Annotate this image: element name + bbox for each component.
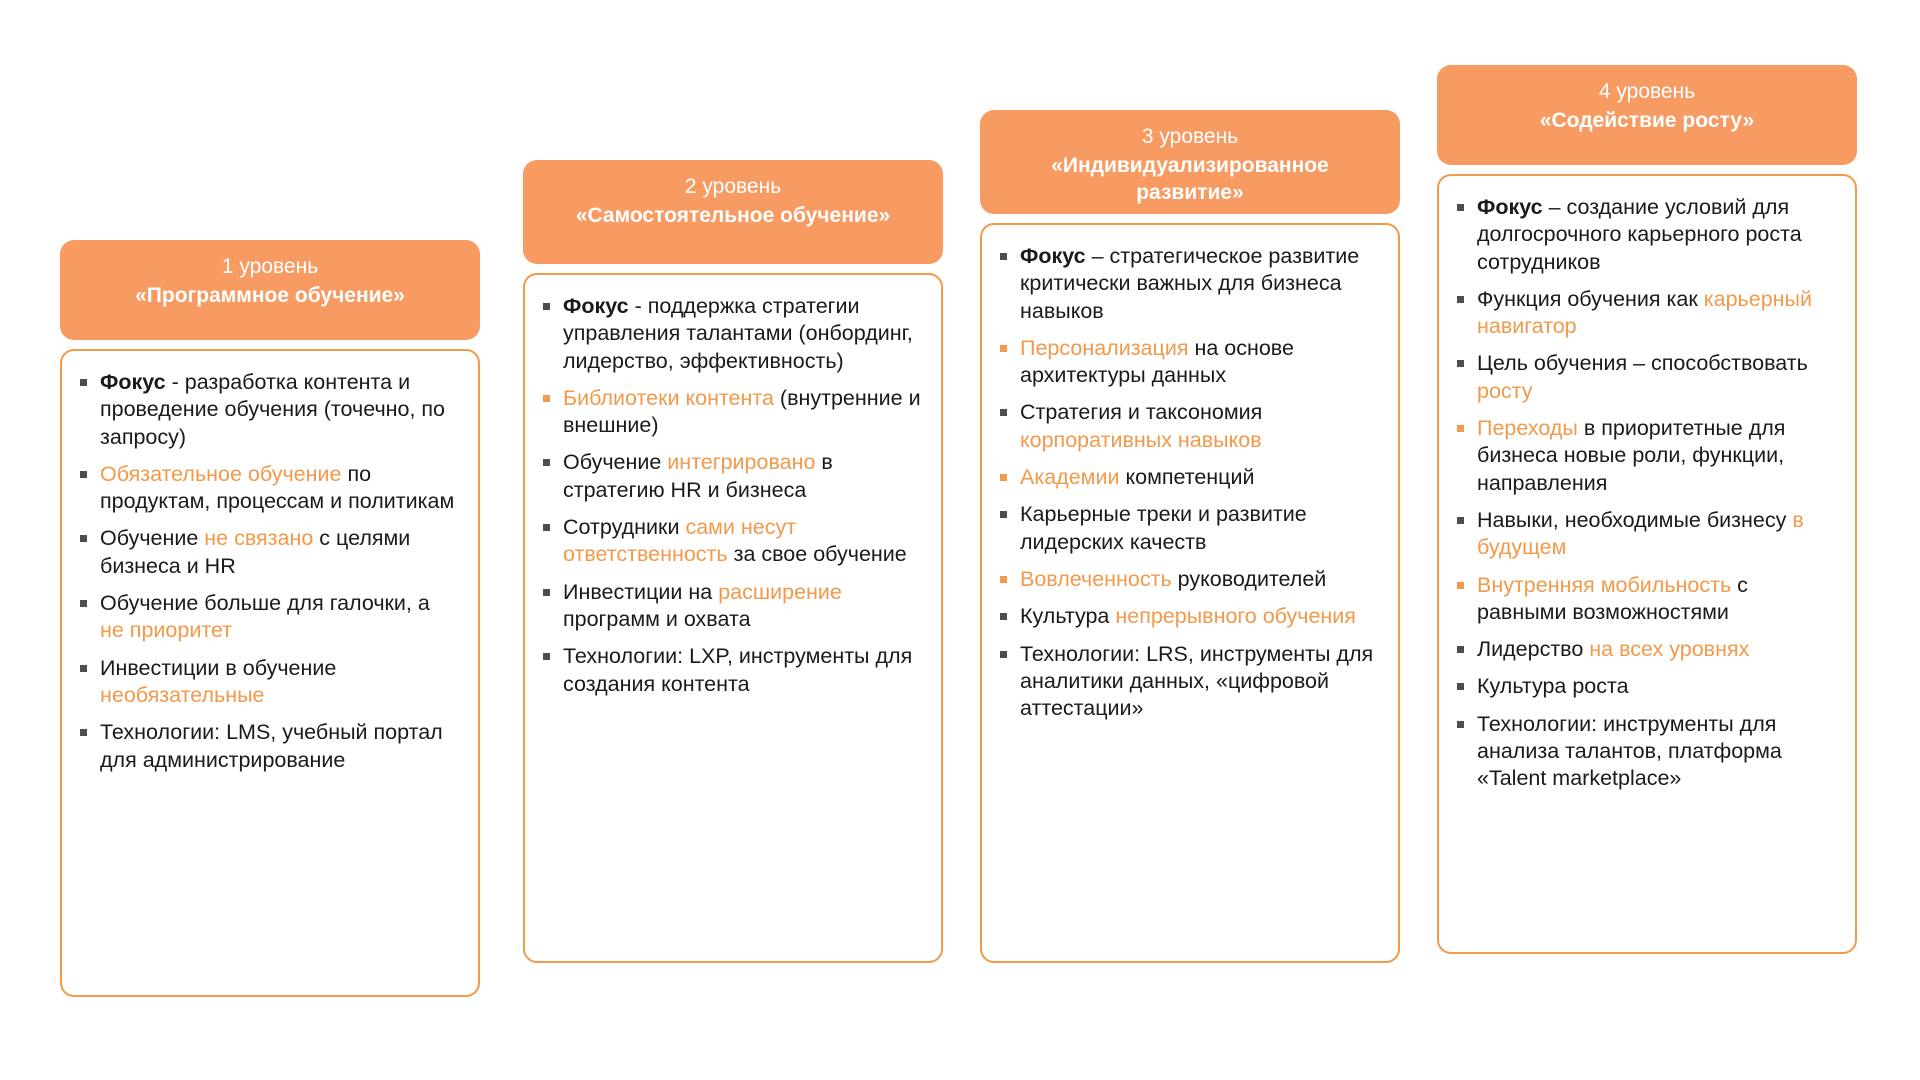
list-item: Технологии: LMS, учебный портал для администрирование — [78, 719, 458, 774]
maturity-column-4 — [1437, 65, 1857, 954]
list-item: Библиотеки контента (внутренние и внешние) — [541, 385, 921, 440]
level-bullet-list-4 — [1455, 194, 1835, 793]
list-item: Карьерные треки и развитие лидерских качеств — [998, 501, 1378, 556]
list-item: Инвестиции на расширение программ и охвата — [541, 579, 921, 634]
list-item: Цель обучения – способствовать росту — [1455, 350, 1835, 405]
list-item: Навыки, необходимые бизнесу в будущем — [1455, 507, 1835, 562]
level-number-2: 2 уровень — [684, 175, 782, 198]
list-item: Фокус – стратегическое развитие критически важных для бизнеса навыков — [998, 243, 1378, 325]
list-item: Обучение интегрировано в стратегию HR и бизнеса — [541, 449, 921, 504]
list-item: Фокус - поддержка стратегии управления талантами (онбординг, лидерство, эффективность) — [541, 293, 921, 375]
list-item: Академии компетенций — [998, 464, 1378, 491]
list-item: Фокус - разработка контента и проведение обучения (точечно, по запросу) — [78, 369, 458, 451]
list-item: Лидерство на всех уровнях — [1455, 636, 1835, 663]
level-card-2 — [523, 273, 943, 963]
level-bullet-list-3 — [998, 243, 1378, 722]
list-item: Обязательное обучение по продуктам, процессам и политикам — [78, 461, 458, 516]
level-bullet-list-2 — [541, 293, 921, 698]
list-item: Технологии: инструменты для анализа талантов, платформа «Talent marketplace» — [1455, 711, 1835, 793]
level-card-4 — [1437, 174, 1857, 954]
level-number-1: 1 уровень — [221, 255, 319, 278]
list-item: Фокус – создание условий для долгосрочного карьерного роста сотрудников — [1455, 194, 1835, 276]
level-header-3 — [980, 110, 1400, 214]
maturity-column-1 — [60, 240, 480, 997]
level-card-3 — [980, 223, 1400, 963]
level-header-1 — [60, 240, 480, 340]
list-item: Культура непрерывного обучения — [998, 603, 1378, 630]
level-name-2: «Самостоятельное обучение» — [575, 203, 891, 227]
list-item: Инвестиции в обучение необязательные — [78, 655, 458, 710]
level-number-4: 4 уровень — [1598, 80, 1696, 103]
level-header-2 — [523, 160, 943, 264]
list-item: Вовлеченность руководителей — [998, 566, 1378, 593]
level-name-4: «Содействие росту» — [1539, 108, 1755, 132]
level-name-1: «Программное обучение» — [135, 283, 405, 307]
level-number-3: 3 уровень — [1141, 125, 1239, 148]
level-bullet-list-1 — [78, 369, 458, 774]
maturity-column-2 — [523, 160, 943, 963]
level-header-4 — [1437, 65, 1857, 165]
list-item: Культура роста — [1455, 673, 1835, 700]
list-item: Персонализация на основе архитектуры данных — [998, 335, 1378, 390]
list-item: Обучение не связано с целями бизнеса и HR — [78, 525, 458, 580]
level-name-3: «Индивидуализированное развитие» — [1051, 153, 1329, 204]
list-item: Технологии: LRS, инструменты для аналитики данных, «цифровой аттестации» — [998, 641, 1378, 723]
list-item: Функция обучения как карьерный навигатор — [1455, 286, 1835, 341]
maturity-column-3 — [980, 110, 1400, 963]
level-card-1 — [60, 349, 480, 997]
list-item: Обучение больше для галочки, а не приоритет — [78, 590, 458, 645]
list-item: Сотрудники сами несут ответственность за свое обучение — [541, 514, 921, 569]
list-item: Стратегия и таксономия корпоративных навыков — [998, 399, 1378, 454]
list-item: Внутренняя мобильность с равными возможностями — [1455, 572, 1835, 627]
list-item: Переходы в приоритетные для бизнеса новые роли, функции, направления — [1455, 415, 1835, 497]
list-item: Технологии: LXP, инструменты для создания контента — [541, 643, 921, 698]
